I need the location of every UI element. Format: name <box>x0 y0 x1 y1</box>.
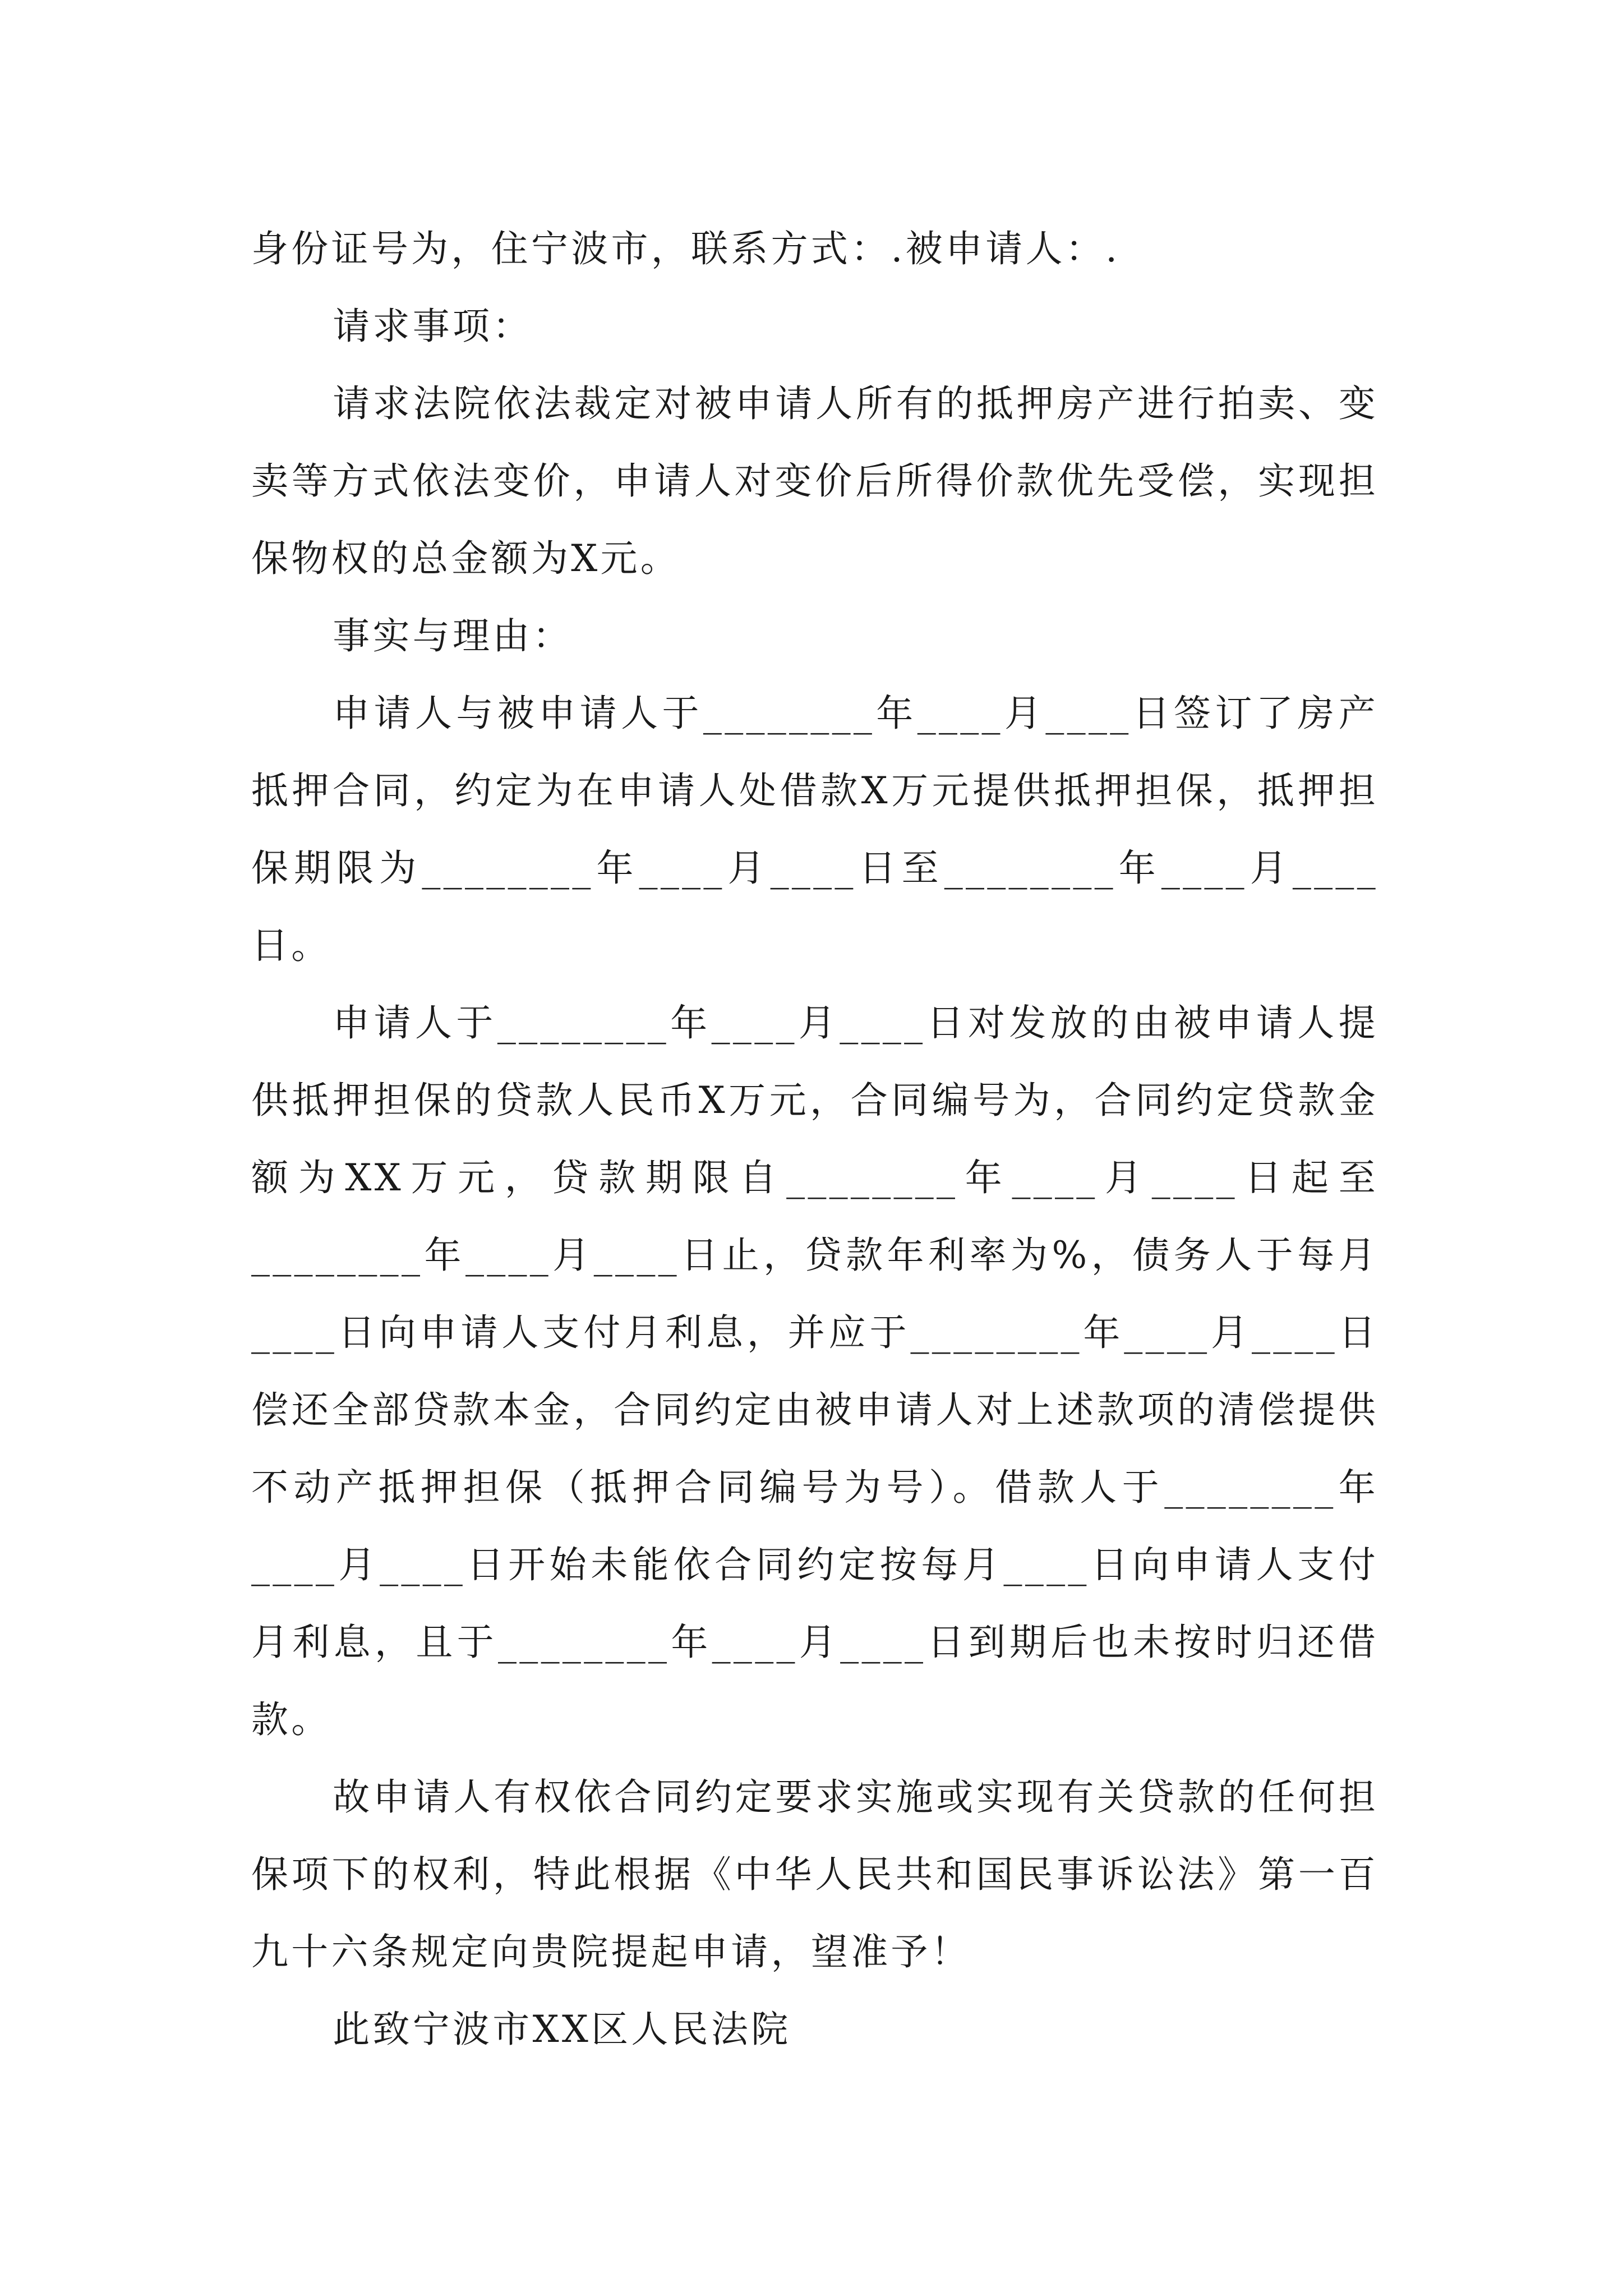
request-items-paragraph: 请求法院依法裁定对被申请人所有的抵押房产进行拍卖、变卖等方式依法变价，申请人对变价后所得价款优先受偿，实现担保物权的总金额为X元。 <box>251 382 1378 580</box>
document-body <box>251 210 1378 2068</box>
legal-basis-paragraph: 故申请人有权依合同约定要求实施或实现有关贷款的任何担保项下的权利，特此根据《中华人民共和国民事诉讼法》第一百九十六条规定向贵院提起申请，望准予！ <box>251 1775 1378 1973</box>
addressee-line: 此致宁波市XX区人民法院 <box>333 2008 791 2051</box>
applicant-info-paragraph: 身份证号为，住宁波市，联系方式：.被申请人：. <box>251 227 1121 270</box>
facts-reasons-heading: 事实与理由： <box>333 614 573 657</box>
loan-details-paragraph: 申请人于________年____月____日对发放的由被申请人提供抵押担保的贷款人民币X万元，合同编号为，合同约定贷款金额为XX万元，贷款期限自________年____月____日起至________年____月____日止，贷款年利率为%，债务人于每月____日向申请人支付月利息，并应于________年____月____日偿还全部贷款本金，合同约定由被申请人对上述款项的清偿提供不动产抵押担保（抵押合同编号为号）。借款人于________年____月____日开始未能依合同约定按每月____日向申请人支付月利息，且于________年____月____日到期后也未按时归还借款。 <box>251 1001 1378 1741</box>
request-items-heading: 请求事项： <box>333 305 533 348</box>
mortgage-contract-paragraph: 申请人与被申请人于________年____月____日签订了房产抵押合同，约定为在申请人处借款X万元提供抵押担保，抵押担保期限为________年____月____日至________年____月____日。 <box>251 692 1378 967</box>
